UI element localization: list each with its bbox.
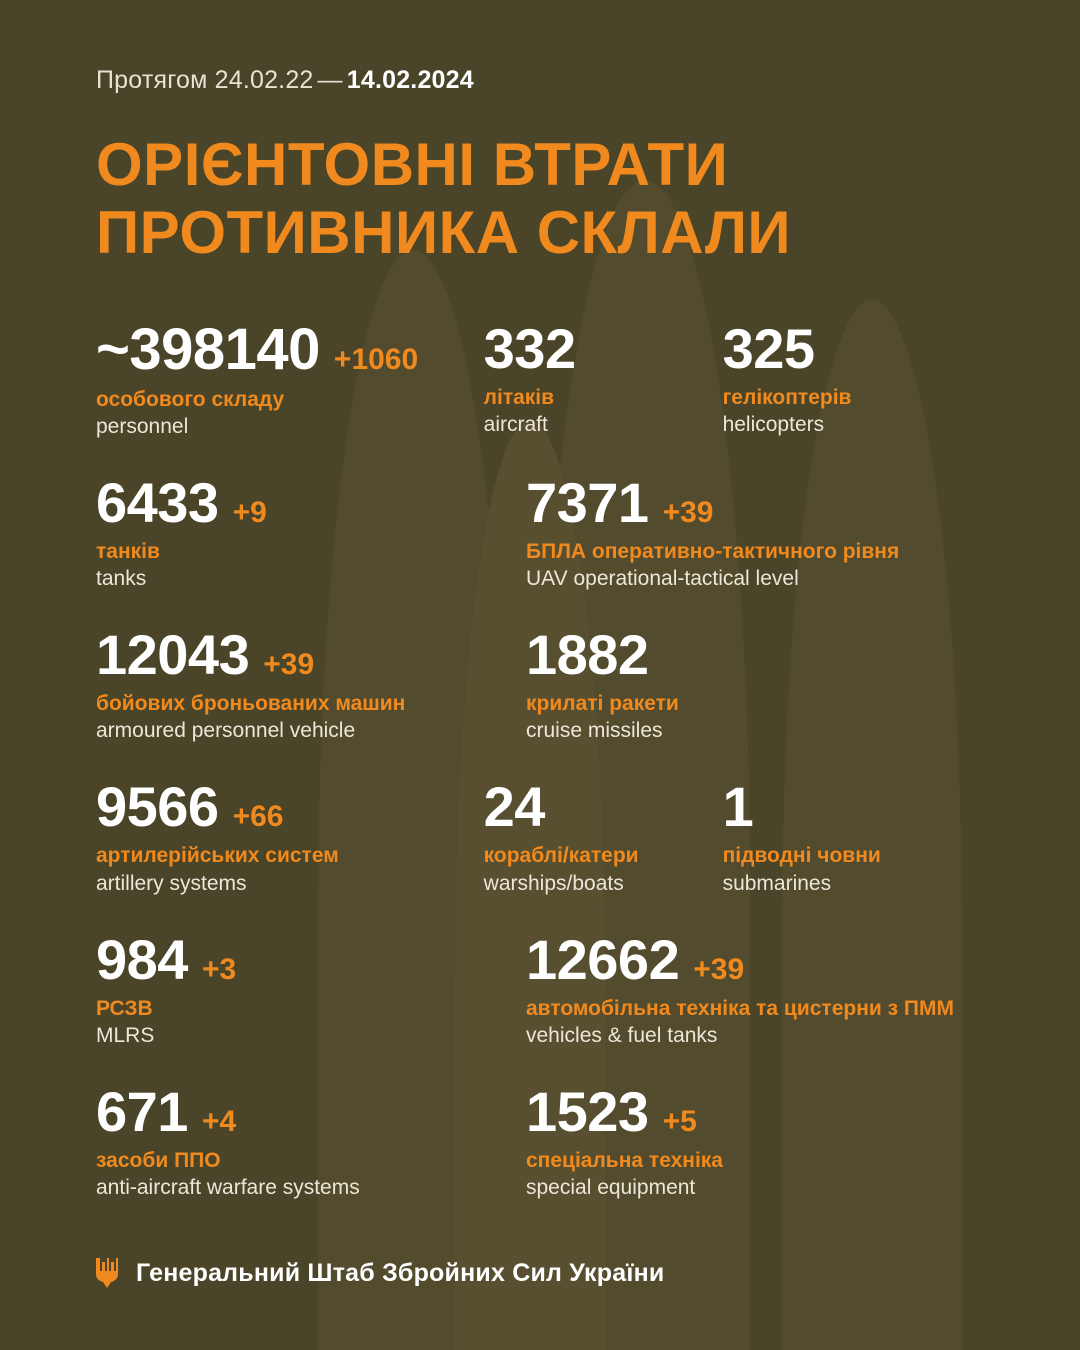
stat-label-en: personnel [96, 414, 189, 438]
stat-label-en: cruise missiles [526, 719, 663, 743]
stat-value: 1 [722, 775, 754, 839]
stat-tanks [96, 470, 526, 591]
report-date: 14.02.2024 [346, 66, 474, 94]
stat-delta: +39 [263, 648, 315, 682]
stat-label-en: UAV operational-tactical level [526, 567, 799, 591]
stat-label-en: armoured personnel vehicle [96, 719, 356, 743]
stat-armoured-vehicles [96, 623, 526, 743]
stat-delta: +9 [232, 495, 267, 529]
stat-cruise-missiles [526, 623, 679, 743]
row-spacer [96, 743, 984, 779]
stat-label-ua: кораблі/катери [483, 844, 639, 868]
table-row [96, 470, 984, 591]
footer [96, 1258, 664, 1288]
stat-label-ua: крилаті ракети [526, 692, 679, 716]
stat-label-ua: підводні човни [722, 844, 881, 868]
stat-label-ua: особового складу [96, 387, 285, 411]
stat-value: 325 [722, 316, 815, 380]
stat-label-ua: бойових броньованих машин [96, 692, 406, 716]
table-row [96, 775, 984, 895]
page-title-line1: ОРІЄНТОВНІ ВТРАТИ [96, 131, 729, 198]
stat-delta: +39 [662, 495, 714, 529]
stat-helicopters [722, 316, 984, 439]
page-title-line2: ПРОТИВНИКА СКЛАЛИ [96, 198, 792, 266]
stat-personnel [96, 316, 484, 439]
stat-delta: +1060 [333, 342, 419, 376]
stat-aircraft [483, 316, 723, 439]
stat-value: 12043 [96, 623, 250, 687]
page-title [96, 131, 984, 267]
stat-value: 984 [96, 927, 188, 991]
stat-label-en: tanks [96, 567, 147, 591]
stat-label-en: helicopters [722, 412, 825, 436]
stat-value: 12662 [526, 927, 680, 991]
stat-label-en: MLRS [96, 1023, 155, 1047]
stat-label-ua: РСЗВ [96, 996, 153, 1020]
stat-value: 332 [483, 316, 576, 380]
row-spacer [96, 439, 984, 475]
date-dash: — [317, 66, 343, 94]
table-row [96, 623, 984, 743]
stat-value: 9566 [96, 775, 219, 839]
table-row [96, 316, 984, 439]
stat-delta: +3 [201, 952, 237, 986]
stat-label-ua: гелікоптерів [722, 385, 852, 409]
stat-label-ua: танків [96, 539, 160, 563]
row-spacer [96, 1048, 984, 1084]
stat-delta: +5 [662, 1105, 697, 1138]
footer-text: Генеральний Штаб Збройних Сил України [136, 1258, 665, 1287]
stat-value: 671 [96, 1080, 188, 1143]
stat-value: 24 [483, 775, 545, 839]
stat-label-ua: спеціальна техніка [526, 1149, 723, 1172]
stat-label-en: warships/boats [483, 871, 624, 895]
table-row [96, 1080, 984, 1200]
stat-label-en: submarines [722, 871, 832, 895]
stat-warships [483, 775, 723, 895]
stat-label-ua: БПЛА оперативно-тактичного рівня [526, 539, 900, 563]
stat-value: ~398140 [96, 316, 320, 382]
stat-special-equipment [526, 1080, 723, 1200]
stat-submarines [722, 775, 984, 895]
stat-label-en: vehicles & fuel tanks [526, 1023, 718, 1047]
stat-anti-aircraft [96, 1080, 526, 1200]
losses-grid [96, 316, 984, 1201]
stat-artillery [96, 775, 484, 895]
stat-label-ua: засоби ППО [96, 1149, 221, 1172]
stat-vehicles-fuel-tanks [526, 927, 954, 1048]
stat-label-ua: автомобільна техніка та цистерни з ПММ [526, 996, 954, 1020]
stat-value: 1882 [526, 623, 649, 687]
stat-value: 6433 [96, 470, 219, 534]
stat-label-ua: літаків [483, 385, 555, 409]
ukraine-trident-icon [96, 1258, 118, 1288]
stat-label-en: aircraft [483, 412, 548, 436]
stat-uav [526, 470, 900, 591]
row-spacer [96, 896, 984, 932]
stat-value: 1523 [526, 1080, 649, 1143]
row-spacer [96, 591, 984, 627]
stat-delta: +66 [232, 800, 284, 834]
stat-delta: +4 [201, 1105, 237, 1138]
stat-mlrs [96, 927, 526, 1048]
stat-label-ua: артилерійських систем [96, 844, 339, 868]
stat-delta: +39 [693, 952, 745, 986]
period-label: Протягом 24.02.22 [96, 66, 314, 94]
date-range [96, 0, 984, 95]
stat-label-en: special equipment [526, 1176, 696, 1200]
stat-value: 7371 [526, 470, 649, 534]
stat-label-en: anti-aircraft warfare systems [96, 1176, 360, 1200]
stat-label-en: artillery systems [96, 871, 247, 895]
table-row [96, 927, 984, 1048]
